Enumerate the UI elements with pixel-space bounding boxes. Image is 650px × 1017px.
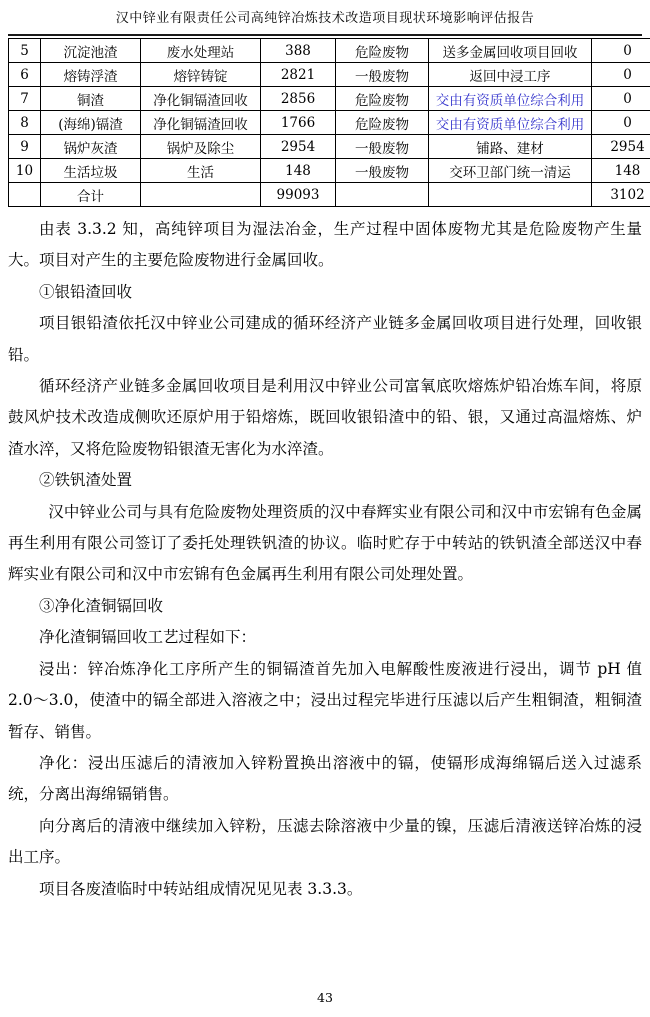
cell-category: 危险废物 [336,39,429,63]
table-row [9,63,650,87]
cell-amount: 2821 [261,63,336,87]
cell-final: 0 [592,39,650,63]
cell-final: 0 [592,111,650,135]
cell-category: 一般废物 [336,159,429,183]
cell-disposal: 交环卫部门统一清运 [429,159,592,183]
cell-name: 沉淀池渣 [41,39,141,63]
cell-no [9,183,41,207]
paragraph: 由表 3.3.2 知，高纯锌项目为湿法冶金，生产过程中固体废物尤其是危险废物产生量大。项目对产生的主要危险废物进行金属回收。 [8,220,642,270]
paragraph: 项目各废渣临时中转站组成情况见见表 3.3.3。 [39,879,363,898]
paragraph: 净化：浸出压滤后的清液加入锌粉置换出溶液中的镉，使镉形成海绵镉后送入过滤系统，分离出海绵镉销售。 [8,753,642,804]
cell-amount: 99093 [261,183,336,207]
cell-category: 危险废物 [336,87,429,111]
cell-disposal: 送多金属回收项目回收 [429,39,592,63]
cell-name: 生活垃圾 [41,159,141,183]
paragraph: 向分离后的清液中继续加入锌粉，压滤去除溶液中少量的镍，压滤后清液送锌冶炼的浸出工序。 [8,816,642,867]
cell-no: 8 [9,111,41,135]
paragraph: 项目银铅渣依托汉中锌业公司建成的循环经济产业链多金属回收项目进行处理，回收银铅。 [8,314,642,364]
cell-disposal: 返回中浸工序 [429,63,592,87]
paragraph: 汉中锌业公司与具有危险废物处理资质的汉中春辉实业有限公司和汉中市宏锦有色金属再生利用有限公司签订了委托处理铁钒渣的协议。临时贮存于中转站的铁钒渣全部送汉中春辉实业有限公司和汉中市宏锦有色金属再生利用有限公司处理处置。 [8,502,642,584]
cell-no: 7 [9,87,41,111]
cell-disposal-link: 交由有资质单位综合利用 [429,111,592,135]
cell-category: 一般废物 [336,63,429,87]
paragraph: 浸出：锌冶炼净化工序所产生的铜镉渣首先加入电解酸性废液进行浸出，调节 pH 值 2.0～3.0，使渣中的镉全部进入溶液之中；浸出过程完毕进行压滤以后产生粗铜渣，粗铜渣暂存、销售。 [8,659,642,741]
page-header-title: 汉中锌业有限责任公司高纯锌冶炼技术改造项目现状环境影响评估报告 [8,0,642,36]
cell-amount: 1766 [261,111,336,135]
cell-total-label: 合计 [41,183,141,207]
table-row [9,87,650,111]
section-heading-3: ③净化渣铜镉回收 [39,596,164,615]
waste-table [8,38,650,207]
table-row [9,135,650,159]
cell-no: 9 [9,135,41,159]
cell-disposal [429,183,592,207]
table-row [9,111,650,135]
cell-source: 锅炉及除尘 [141,135,261,159]
cell-source: 生活 [141,159,261,183]
paragraph: 净化渣铜镉回收工艺过程如下： [39,628,257,647]
cell-name: 锅炉灰渣 [41,135,141,159]
cell-category: 一般废物 [336,135,429,159]
cell-no: 10 [9,159,41,183]
cell-final: 0 [592,87,650,111]
table-row [9,159,650,183]
cell-disposal: 铺路、建材 [429,135,592,159]
cell-name: 铜渣 [41,87,141,111]
cell-category [336,183,429,207]
paragraph: 循环经济产业链多金属回收项目是利用汉中锌业公司富氧底吹熔炼炉铅冶炼车间，将原鼓风炉技术改造成侧吹还原炉用于铅熔炼，既回收银铅渣中的铅、银，又通过高温熔炼、炉渣水淬，又将危险废物铅银渣无害化为水淬渣。 [8,377,642,458]
cell-final: 0 [592,63,650,87]
cell-amount: 2954 [261,135,336,159]
cell-source: 熔锌铸锭 [141,63,261,87]
cell-amount: 388 [261,39,336,63]
cell-no: 6 [9,63,41,87]
cell-source: 净化铜镉渣回收 [141,87,261,111]
cell-no: 5 [9,39,41,63]
section-heading-2: ②铁钒渣处置 [39,471,133,490]
cell-source: 废水处理站 [141,39,261,63]
body-text [8,214,642,905]
cell-name: 熔铸浮渣 [41,63,141,87]
cell-source: 净化铜镉渣回收 [141,111,261,135]
cell-source [141,183,261,207]
cell-name: (海绵)镉渣 [41,111,141,135]
cell-amount: 148 [261,159,336,183]
cell-final: 148 [592,159,650,183]
table-row [9,39,650,63]
cell-disposal-link: 交由有资质单位综合利用 [429,87,592,111]
cell-category: 危险废物 [336,111,429,135]
cell-amount: 2856 [261,87,336,111]
cell-final: 3102 [592,183,650,207]
cell-final: 2954 [592,135,650,159]
page-number: 43 [317,990,333,1005]
section-heading-1: ①银铅渣回收 [39,282,133,301]
table-total-row [9,183,650,207]
